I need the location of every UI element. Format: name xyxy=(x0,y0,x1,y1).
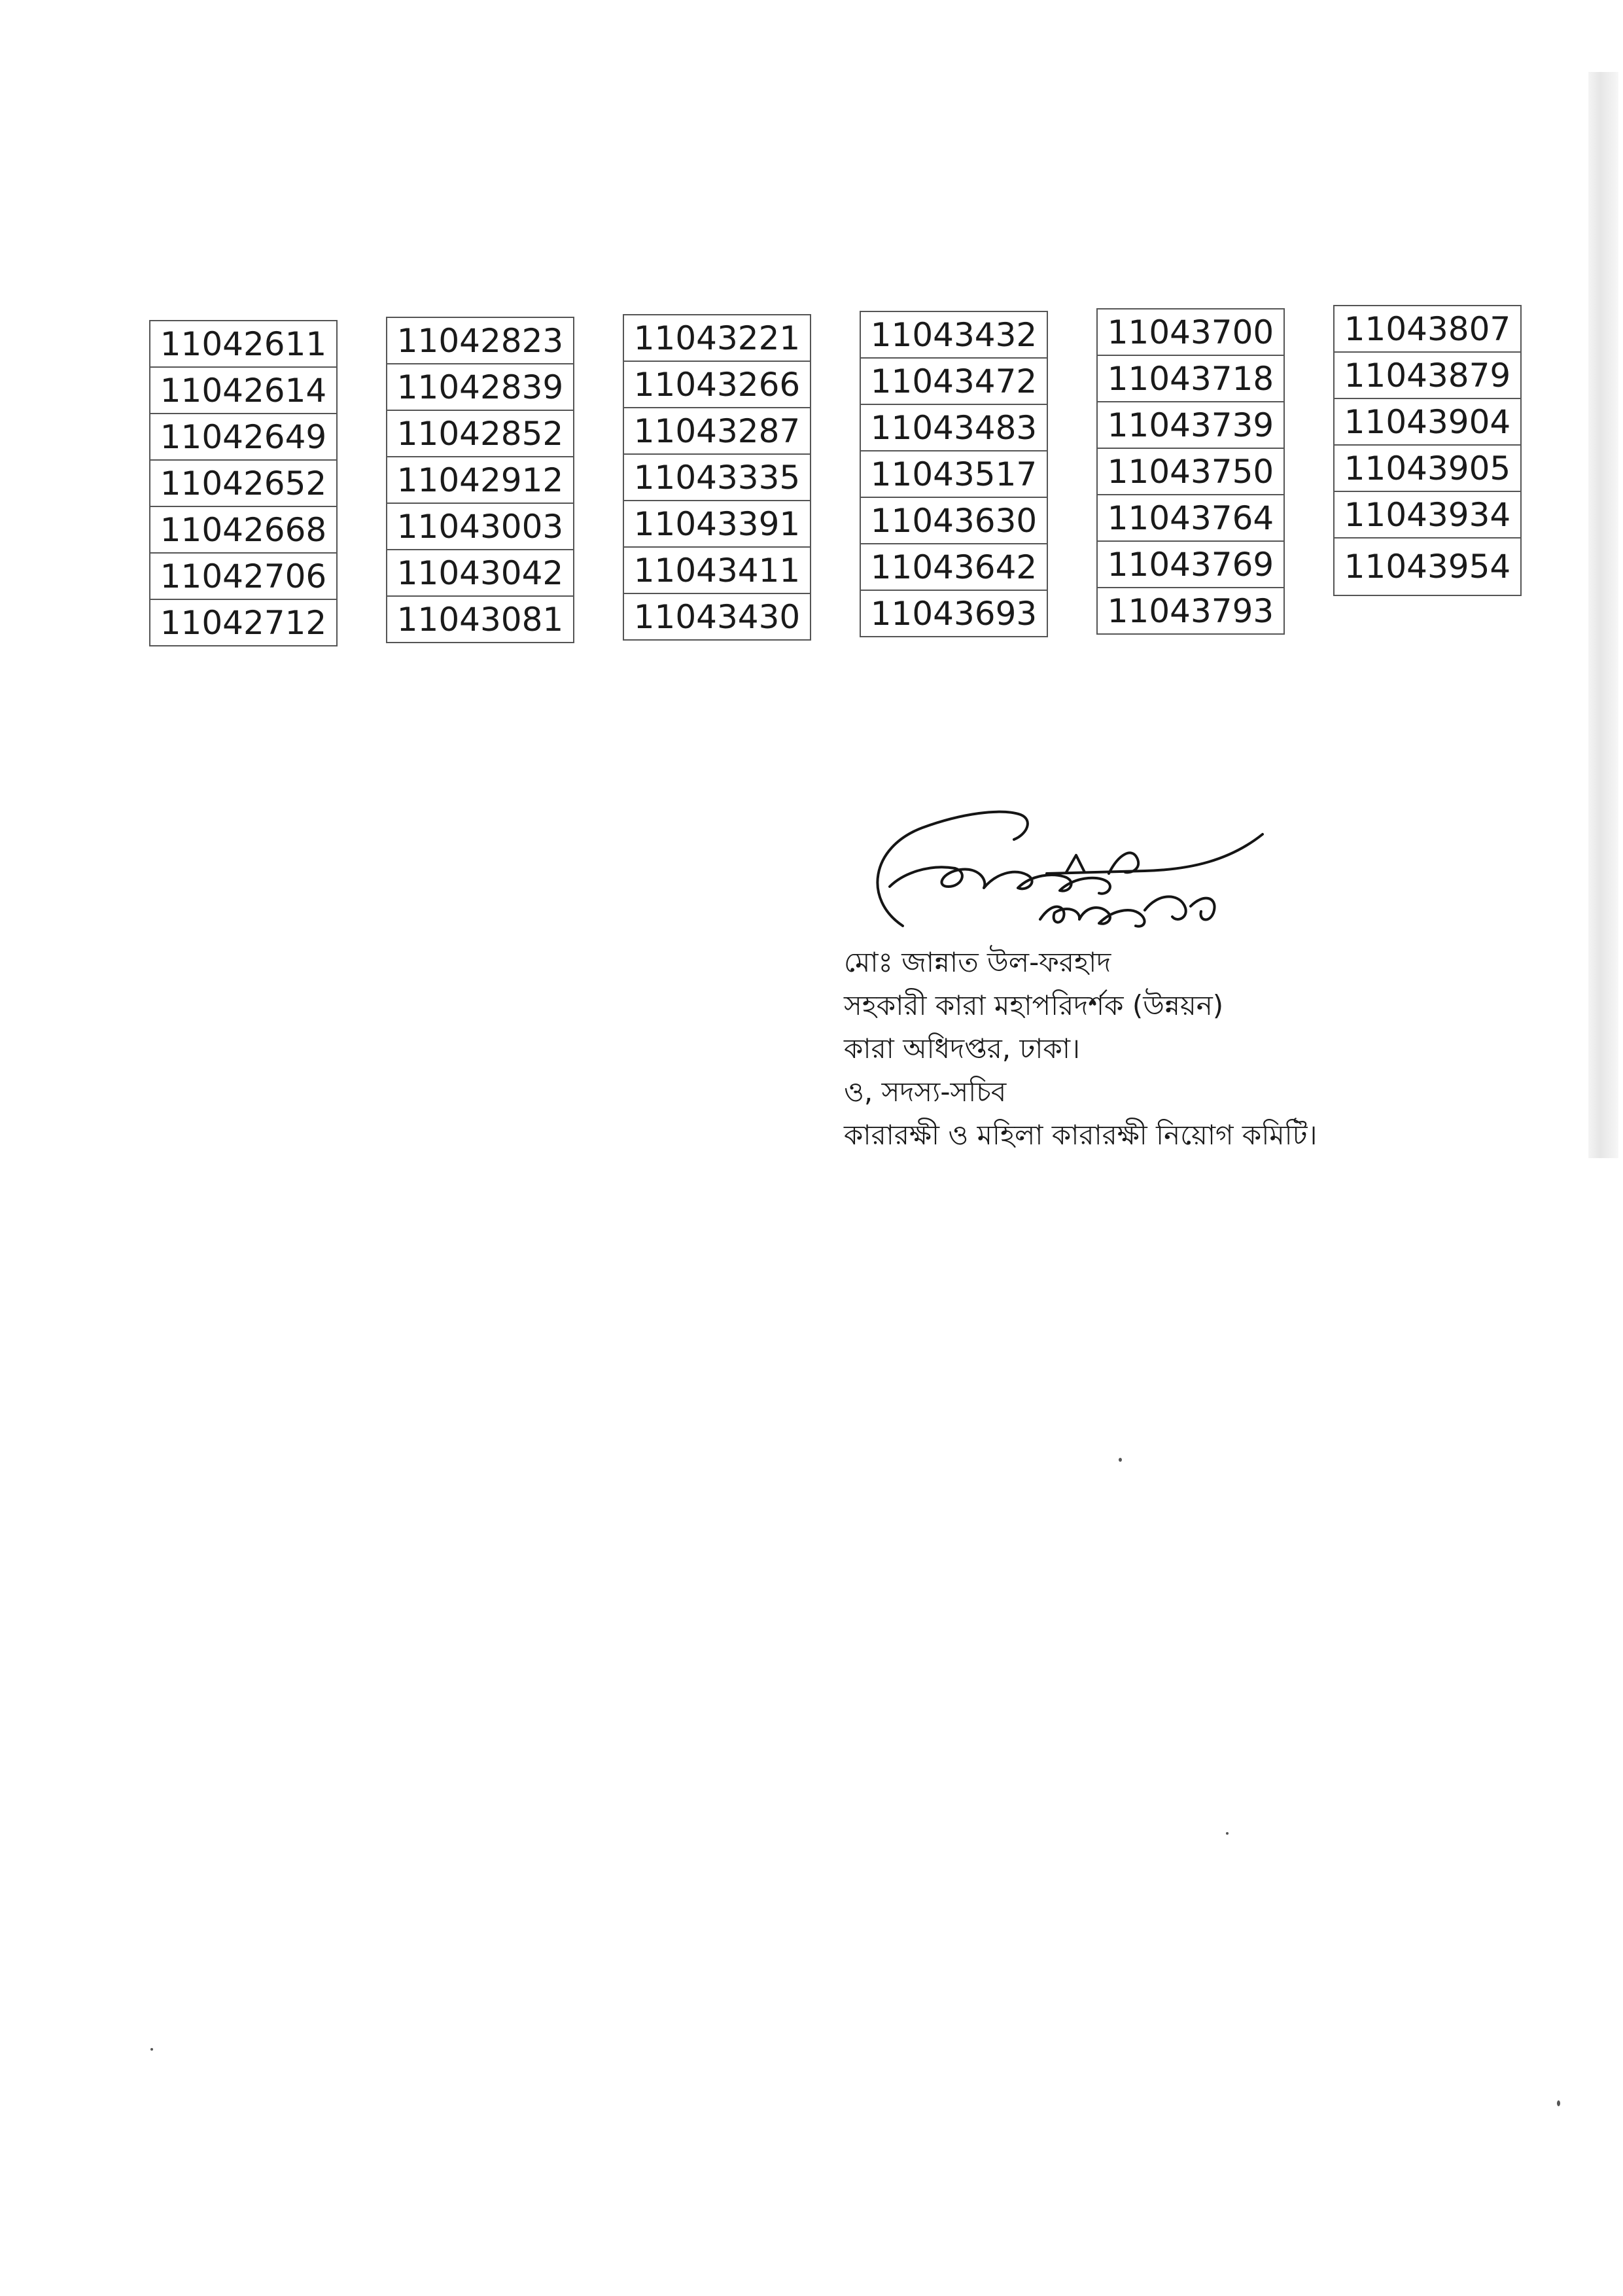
scan-speck xyxy=(1557,2100,1560,2106)
table-row xyxy=(387,457,574,503)
roll-number: 11043517 xyxy=(860,451,1047,497)
table-row xyxy=(387,503,574,550)
roll-number: 11043003 xyxy=(387,503,574,550)
roll-number: 11043391 xyxy=(623,501,811,547)
roll-number: 11042712 xyxy=(150,599,337,646)
handwritten-signature xyxy=(850,795,1269,959)
roll-number: 11043700 xyxy=(1097,309,1284,355)
roll-number: 11042839 xyxy=(387,364,574,410)
table-row xyxy=(150,460,337,506)
table-row xyxy=(1334,352,1521,398)
roll-number: 11043430 xyxy=(623,593,811,640)
roll-number: 11043335 xyxy=(623,454,811,501)
roll-number: 11042706 xyxy=(150,553,337,599)
table-row xyxy=(623,593,811,640)
table-row xyxy=(1097,355,1284,402)
roll-number: 11042912 xyxy=(387,457,574,503)
roll-number: 11042852 xyxy=(387,410,574,457)
table-row xyxy=(387,550,574,596)
scan-speck xyxy=(1119,1458,1122,1462)
table-row xyxy=(860,404,1047,451)
roll-table-5 xyxy=(1096,308,1285,635)
table-row xyxy=(623,315,811,361)
table-row xyxy=(623,454,811,501)
roll-number: 11043954 xyxy=(1334,538,1521,595)
roll-number: 11043432 xyxy=(860,311,1047,358)
roll-number: 11042668 xyxy=(150,506,337,553)
table-row xyxy=(1334,398,1521,445)
table-row xyxy=(150,599,337,646)
table-row xyxy=(860,497,1047,544)
roll-number: 11042614 xyxy=(150,367,337,414)
roll-number: 11043221 xyxy=(623,315,811,361)
table-row xyxy=(623,408,811,454)
roll-number: 11043718 xyxy=(1097,355,1284,402)
roll-number: 11042823 xyxy=(387,317,574,364)
roll-number: 11043081 xyxy=(387,596,574,643)
roll-number: 11043905 xyxy=(1334,445,1521,491)
scan-speck xyxy=(1226,1832,1229,1835)
signatory-name: মোঃ জান্নাত উল-ফরহাদ xyxy=(844,946,1111,978)
roll-number: 11042611 xyxy=(150,321,337,367)
table-row xyxy=(1097,588,1284,634)
roll-number: 11042652 xyxy=(150,460,337,506)
roll-number: 11043472 xyxy=(860,358,1047,404)
table-row xyxy=(1334,538,1521,595)
table-row xyxy=(1097,541,1284,588)
roll-number: 11043904 xyxy=(1334,398,1521,445)
roll-table-2 xyxy=(386,317,574,643)
table-row xyxy=(150,367,337,414)
table-row xyxy=(387,317,574,364)
table-row xyxy=(1097,402,1284,448)
table-row xyxy=(860,311,1047,358)
table-row xyxy=(150,553,337,599)
table-row xyxy=(860,544,1047,590)
table-row xyxy=(623,361,811,408)
roll-number: 11043630 xyxy=(860,497,1047,544)
roll-number: 11043769 xyxy=(1097,541,1284,588)
roll-number: 11043483 xyxy=(860,404,1047,451)
roll-number: 11043739 xyxy=(1097,402,1284,448)
table-row xyxy=(1097,309,1284,355)
table-row xyxy=(150,414,337,460)
scan-speck xyxy=(150,2048,153,2051)
table-row xyxy=(1097,448,1284,495)
table-row xyxy=(1334,445,1521,491)
roll-number: 11043764 xyxy=(1097,495,1284,541)
signatory-role: ও, সদস্য-সচিব xyxy=(844,1076,1007,1108)
roll-table-4 xyxy=(860,311,1048,637)
roll-table-1 xyxy=(149,320,338,646)
roll-number: 11043879 xyxy=(1334,352,1521,398)
table-row xyxy=(1097,495,1284,541)
scan-page-edge xyxy=(1588,72,1618,1158)
signatory-designation: সহকারী কারা মহাপরিদর্শক (উন্নয়ন) xyxy=(844,989,1224,1021)
signatory-office: কারা অধিদপ্তর, ঢাকা। xyxy=(844,1033,1081,1065)
roll-number: 11043042 xyxy=(387,550,574,596)
roll-number: 11043287 xyxy=(623,408,811,454)
roll-table-6 xyxy=(1333,305,1522,596)
table-row xyxy=(1334,306,1521,352)
table-row xyxy=(150,321,337,367)
signatory-committee: কারারক্ষী ও মহিলা কারারক্ষী নিয়োগ কমিটি। xyxy=(844,1119,1318,1151)
roll-number: 11043807 xyxy=(1334,306,1521,352)
table-row xyxy=(623,547,811,593)
table-row xyxy=(860,590,1047,637)
roll-number: 11043793 xyxy=(1097,588,1284,634)
table-row xyxy=(387,364,574,410)
table-row xyxy=(150,506,337,553)
roll-number: 11043750 xyxy=(1097,448,1284,495)
table-row xyxy=(623,501,811,547)
table-row xyxy=(860,451,1047,497)
roll-number: 11043642 xyxy=(860,544,1047,590)
roll-number: 11043693 xyxy=(860,590,1047,637)
table-row xyxy=(387,410,574,457)
roll-number: 11043934 xyxy=(1334,491,1521,538)
roll-number: 11042649 xyxy=(150,414,337,460)
roll-number: 11043411 xyxy=(623,547,811,593)
table-row xyxy=(860,358,1047,404)
table-row xyxy=(1334,491,1521,538)
signatory-block xyxy=(844,941,1318,1157)
roll-number: 11043266 xyxy=(623,361,811,408)
roll-table-3 xyxy=(623,314,811,641)
table-row xyxy=(387,596,574,643)
